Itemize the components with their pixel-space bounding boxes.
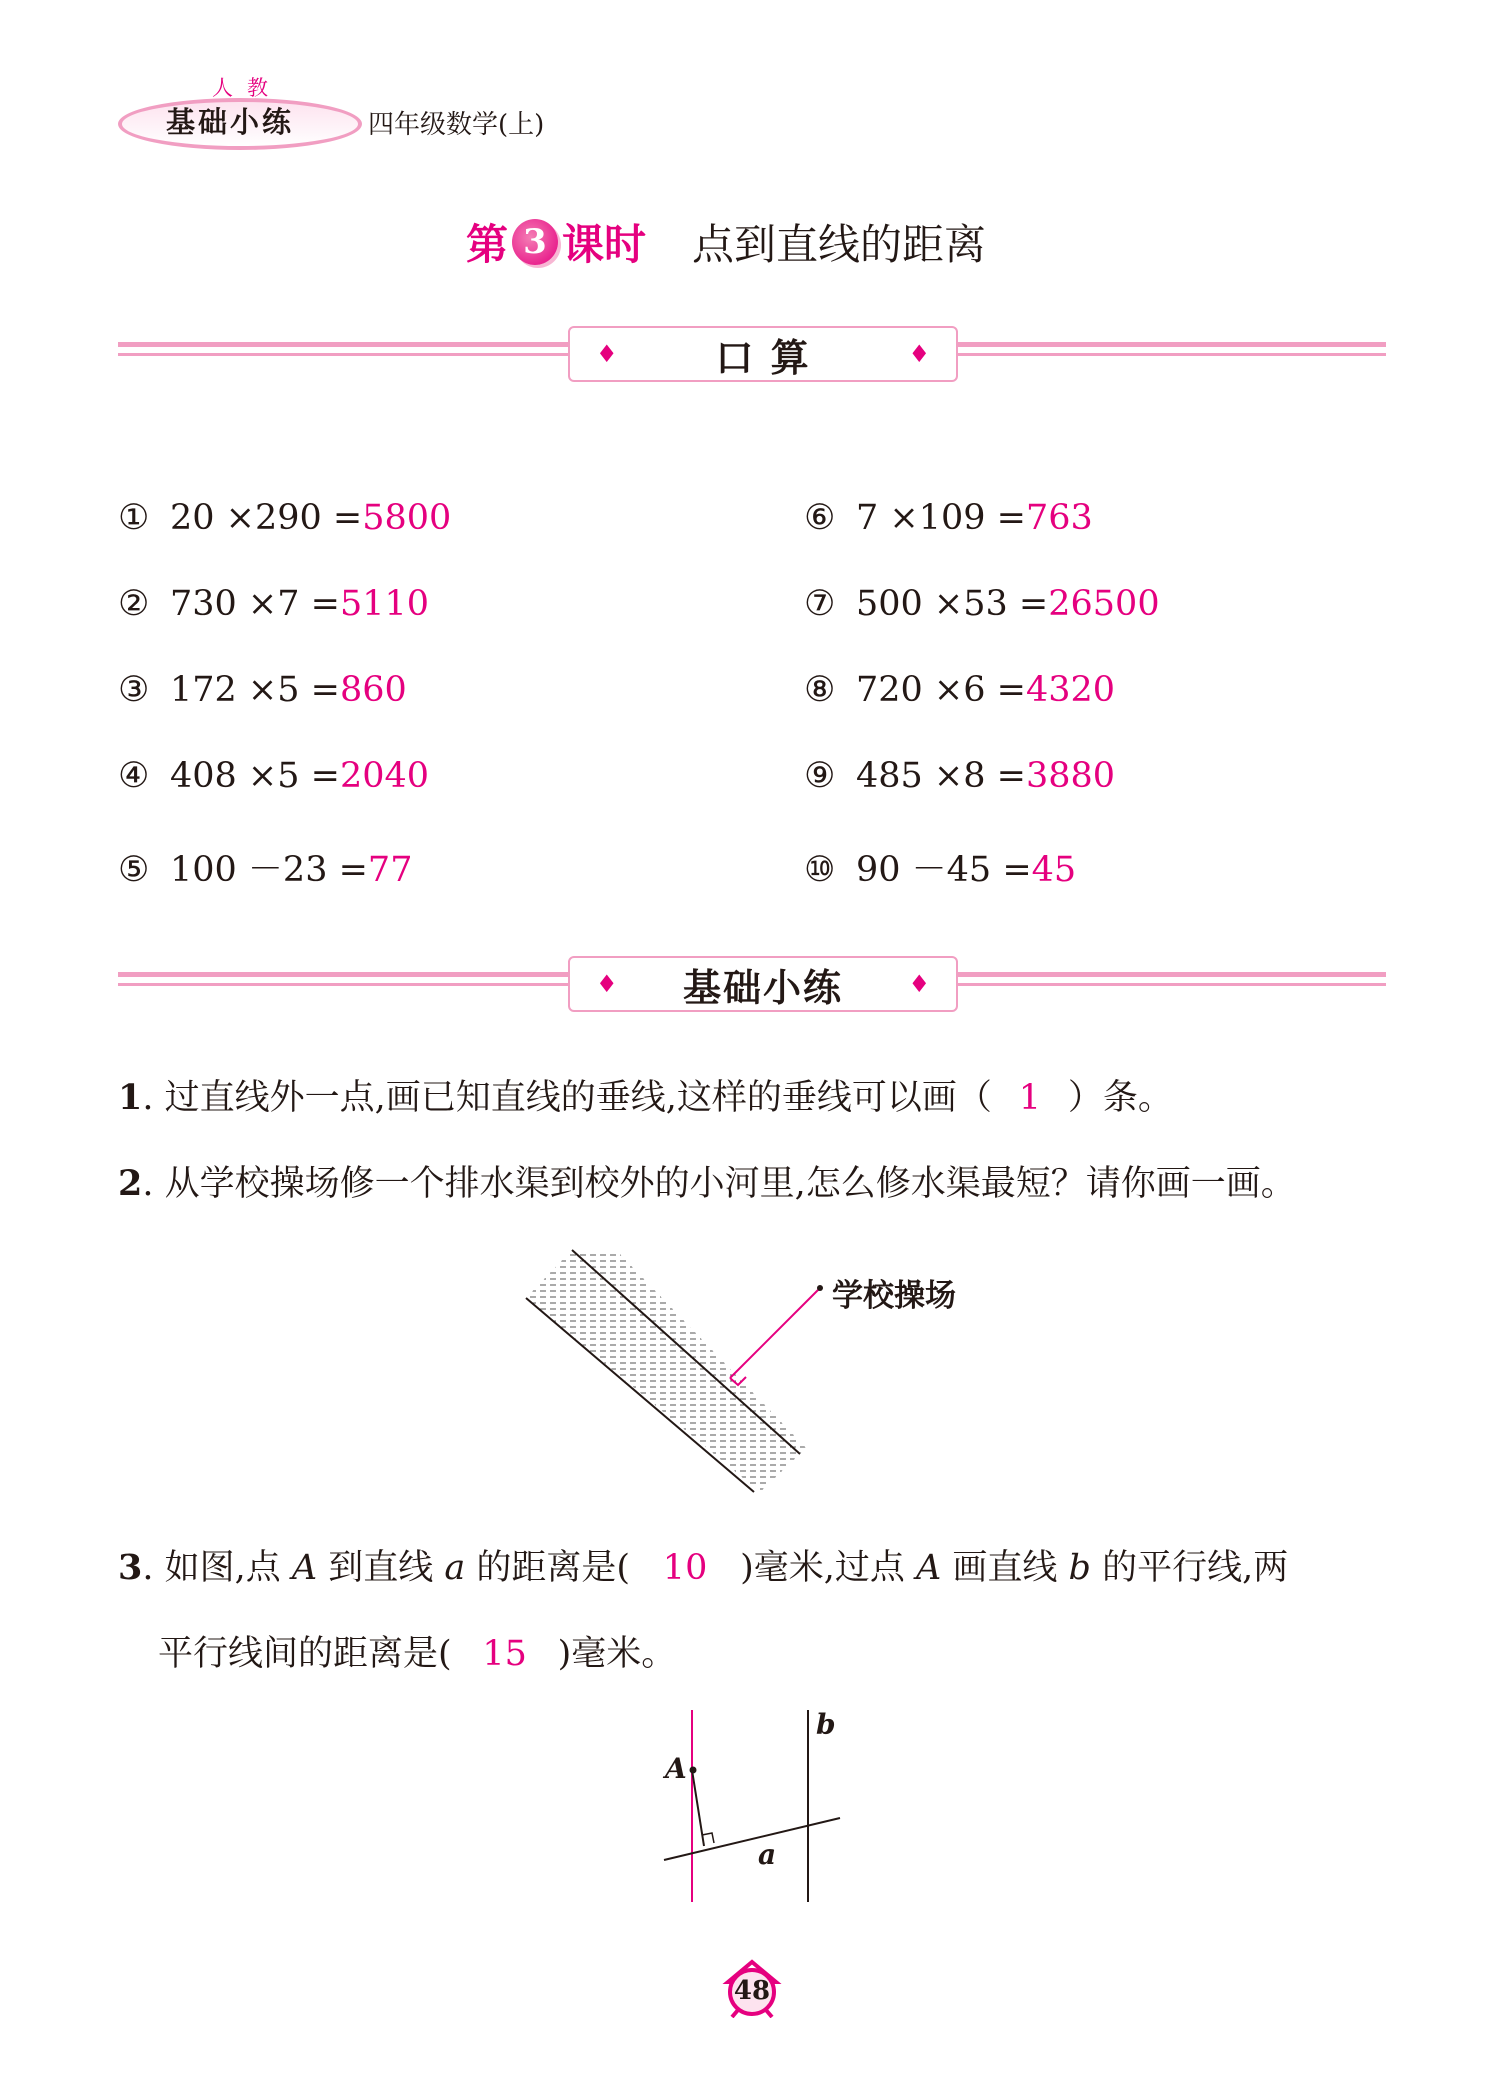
question-text: ）条。 (1067, 1078, 1173, 1118)
question-text: . 从学校操场修一个排水渠到校外的小河里,怎么修水渠最短？请你画一画。 (142, 1164, 1296, 1204)
section-banner-oral (118, 326, 1386, 382)
grade-subject: 四年级数学(上) (368, 110, 545, 140)
lesson-topic: 点到直线的距离 (692, 220, 987, 269)
question-text: 的平行线,两 (1090, 1548, 1289, 1588)
oral-item (804, 670, 1115, 710)
item-number: ⑧ (804, 670, 836, 710)
item-number: ④ (118, 756, 150, 796)
question-2 (118, 1156, 1296, 1206)
item-number: ⑤ (118, 850, 150, 890)
point-a-ref: A (915, 1548, 942, 1588)
item-expression: 720 ×6 = (856, 670, 1026, 710)
item-answer: 4320 (1025, 670, 1116, 710)
question-text: 的距离是( (465, 1548, 631, 1588)
item-answer: 860 (339, 670, 407, 710)
oral-item (804, 584, 1160, 624)
oral-item (118, 756, 429, 796)
item-answer: 2040 (339, 756, 430, 796)
item-answer: 77 (367, 850, 413, 890)
oral-item (804, 842, 1076, 892)
lesson-number-badge: 3 (512, 219, 558, 265)
section-title: 口 算 (715, 334, 811, 380)
line-a-label: a (758, 1838, 777, 1871)
item-number: ⑩ (804, 850, 836, 890)
item-expression: 90 －45 = (856, 850, 1032, 890)
lesson-suffix: 课时 (562, 220, 647, 269)
point-a-label: A (665, 1752, 687, 1785)
line-a (664, 1818, 840, 1860)
line-b-ref: b (1068, 1548, 1091, 1588)
section-title-box (568, 326, 958, 382)
item-number: ③ (118, 670, 150, 710)
oral-item (118, 498, 451, 538)
line-b-label: b (816, 1708, 836, 1741)
item-expression: 500 ×53 = (856, 584, 1049, 624)
lesson-prefix: 第 (466, 220, 509, 269)
page-number: 48 (733, 1976, 771, 2006)
oral-item (118, 670, 407, 710)
item-expression: 172 ×5 = (170, 670, 340, 710)
point-a-ref: A (291, 1548, 318, 1588)
item-answer: 5110 (339, 584, 430, 624)
item-answer: 763 (1025, 498, 1093, 538)
playground-label: 学校操场 (832, 1278, 956, 1314)
question-number: 1 (118, 1077, 143, 1118)
item-number: ⑥ (804, 498, 836, 538)
answer-blank: 10 (662, 1548, 708, 1588)
question-text: )毫米。 (557, 1634, 677, 1674)
playground-point (817, 1285, 823, 1291)
section-title-box (568, 956, 958, 1012)
answer-blank: 1 (1018, 1078, 1042, 1118)
item-expression: 7 ×109 = (856, 498, 1026, 538)
question-text: )毫米,过点 (740, 1548, 916, 1588)
diamond-icon: ♦ (596, 970, 618, 998)
item-answer: 45 (1031, 850, 1077, 890)
item-expression: 100 －23 = (170, 850, 368, 890)
oral-item (804, 756, 1115, 796)
question-3-line2 (158, 1626, 676, 1676)
answer-blank: 15 (482, 1634, 527, 1674)
item-expression: 485 ×8 = (856, 756, 1026, 796)
item-number: ⑨ (804, 756, 836, 796)
diamond-icon: ♦ (908, 340, 930, 368)
item-number: ⑦ (804, 584, 836, 624)
item-number: ② (118, 584, 150, 624)
question-3 (118, 1540, 1288, 1590)
question-text: . 过直线外一点,画已知直线的垂线,这样的垂线可以画（ (142, 1078, 992, 1118)
drain-line (730, 1288, 820, 1378)
section-title: 基础小练 (682, 964, 843, 1010)
series-title: 基础小练 (166, 105, 295, 139)
section-banner-basic (118, 956, 1386, 1012)
oral-item (118, 584, 429, 624)
item-expression: 730 ×7 = (170, 584, 340, 624)
line-a-ref: a (444, 1548, 466, 1588)
item-answer: 26500 (1048, 584, 1160, 624)
item-number: ① (118, 498, 150, 538)
item-expression: 408 ×5 = (170, 756, 340, 796)
diamond-icon: ♦ (596, 340, 618, 368)
item-expression: 20 ×290 = (170, 498, 363, 538)
river-water (526, 1250, 806, 1492)
diamond-icon: ♦ (908, 970, 930, 998)
question-number: 2 (118, 1163, 143, 1204)
publisher-label: 人教 (212, 76, 282, 100)
question-text: 画直线 (941, 1548, 1069, 1588)
question-text: . 如图,点 (142, 1548, 292, 1588)
oral-item (118, 842, 412, 892)
point-a (690, 1767, 697, 1774)
question-number: 3 (118, 1547, 143, 1588)
question-text: 到直线 (317, 1548, 445, 1588)
oral-item (804, 498, 1093, 538)
item-answer: 5800 (362, 498, 452, 538)
question-1 (118, 1070, 1173, 1120)
question-text: 平行线间的距离是( (158, 1634, 452, 1674)
item-answer: 3880 (1025, 756, 1116, 796)
lesson-title (466, 212, 986, 272)
